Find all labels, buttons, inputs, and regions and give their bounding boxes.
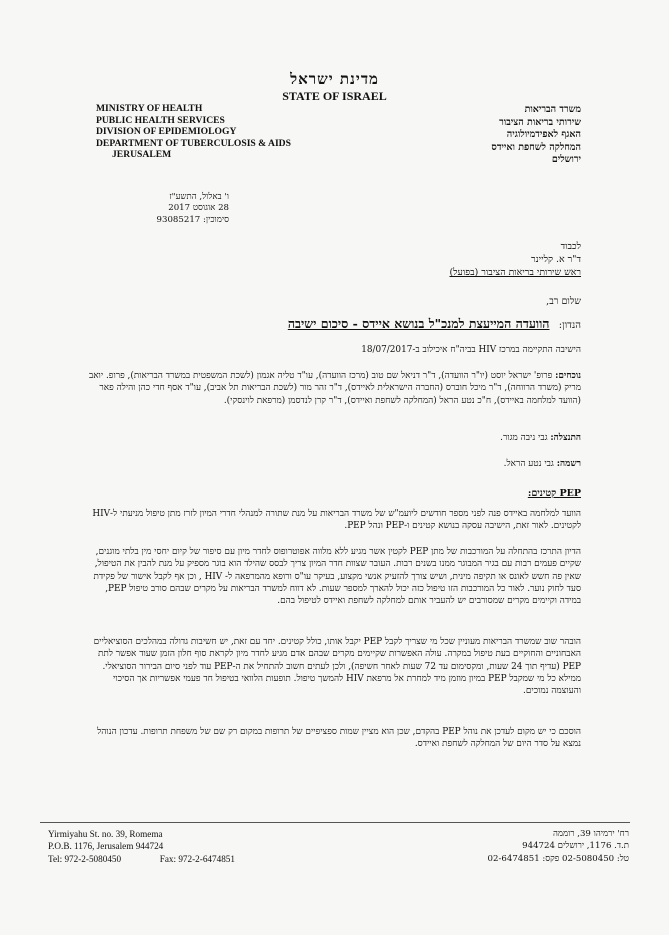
letterhead-heb-line: האגף לאפידמיולוגיה [506,129,581,141]
footer-english [48,828,235,865]
addressee-title: ראש שירותי בריאות הציבור (בפועל) [449,267,581,278]
body-paragraph-clarification: הובהר שוב שמשרד הבריאות מעוניין שכל מי שצריך לקבל PEP יקבל אותו, כולל קטינים. יחד עם זאת, יש חשיבות גדולה במהלכים הסוציאליים האבחוניים והחוקיים בעת טיפול במקרה. עולה האפשרות שקיימים מקרים שבהם אדם מגיע לחדר מיון לקראת סוף חלון הזמן שעוד אפשר לתת PEP (עדיף תוך 24 שעות, ומקסימום עד 72 שעות לאחר חשיפה), ולכן לעתים חשוב להתחיל את ה-PEP עוד לפני סיום הבירור הסוציאלי. ממילא כל מי שמקבל PEP במיון מוזמן מיד למחרת אל מרפאת HIV להמשך טיפול. תופעות הלוואי בטיפול חד פעמי אפשריות אך הסיכוי והעוצמה נמוכים. [93,637,581,697]
letterhead-en-line: DIVISION OF EPIDEMIOLOGY [96,126,237,138]
footer-heb-address: רח' ירמיהו 39, רוממה [552,829,629,839]
footer-en-fax: Fax: 972-2-6474851 [159,853,235,864]
letterhead-en-line: PUBLIC HEALTH SERVICES [96,114,225,126]
attendees-text: פרופ' ישראל יוסט (יו"ר הוועדה), ד"ר דניאל שם טוב (מרכז הוועדה), עו"ד טליה אגמון (לשכת המשפטית במשרד הבריאות), פרופ. יואב מריק (משרד הרווחה), ד"ר מיכל חוברס (החברה הישראלית לאיידס), ד"ר זהר מור (לשכת הבריאות תל אביב), עו"ד אסף חדי כהן והילה פאר (הוועד למלחמה באיידס), ח"כ נטע הראל (המחלקה לשחפת ואיידס), ד"ר קרן לנדסמן (מרפאת לוינסקי). [88,371,581,406]
footer-en-address: Yirmiyahu St. no. 39, Romema [48,829,163,839]
minutes-label: רשמה: [556,459,581,469]
letterhead-heb-line: משרד הבריאות [524,104,581,115]
addressee-salutation: לכבוד [560,241,581,252]
body-paragraph-agreement: הוסכם כי יש מקום לעדכן את נוהל PEP בהקדם, שכן הוא מציין שמות ספציפיים של תרופות במקום רק שם של משפחת תרופות. עדכון הנוהל נמצא על סדר היום של המחלקה לשחפת ואיידס. [97,727,581,750]
footer-en-tel: Tel: 972-2-5080450 [48,853,122,864]
letterhead-en-line: JERUSALEM [112,149,172,161]
addressee [449,240,581,279]
footer-heb-pob: ת.ד. 1176, ירושלים 944724 [522,841,629,852]
letterhead-heb-line: ירושלים [551,154,581,166]
attendees-label: נוכחים: [555,371,581,381]
letterhead-en-line: DEPARTMENT OF TUBERCULOSIS & AIDS [96,137,291,149]
letterhead-heb-line: המחלקה לשחפת ואיידס [491,141,581,153]
state-name-hebrew: מדינת ישראל [290,70,379,88]
subject-line [288,316,581,332]
date-block [157,192,229,226]
letterhead-heb-line: שירותי בריאות הציבור [499,116,581,128]
footer-en-pob: P.O.B. 1176, Jerusalem 944724 [48,841,164,852]
letterhead-english [96,103,291,161]
body-paragraph-background: הוועד למלחמה באיידס פנה לפני מספר חודשים ליועמ"ש של משרד הבריאות על מנת שתורה למנהלי חדרי המיון לזרז מתן טיפול מניעתי ל-HIV לקטינים. לאור זאת, הישיבה עסקה בנושא קטינים ו-PEP ונהל PEP. [92,509,581,532]
gregorian-date: 28 אוגוסט 2017 [168,203,229,214]
footer-hebrew [488,828,629,865]
absent-label: התנצלה: [550,433,581,443]
section-title: PEP קטינים: [527,488,581,499]
body-paragraph-discussion: הדיון התרכז בהתחלה על המורכבות של מתן PEP לקטין אשר מגיע ללא מלווה אפוטרופוס לחדר מיון עם סיפור של קיום יחסי מין בלתי מוגנים, שקיים פעמים רבות עם בגיר המבוגר ממנו בשנים רבות. העובר שצוות חדר המיון צריך לבסס שהילד הוא בוגר מספיק על מנת להבין את הטיפול, שאין פה חשש לאונס או תקיפה מינית, ושיש צורך להזעיק אנשי מקצוע, בעיקר עו"ס ורופא מהמרפאה ל- HIV , וכן אף לקבל אישור של פקידת סעד לחוק נוער. לאור כל המורכבות הזו טיפול כזה יכול להארך למספר שעות. לא דווח למשרד הבריאות על מקרים שבהם סורב טיפול PEP, במידה וקיימים מקרים שמסורבים יש להעביר אותם למחלקה לשחפת ואיידס לטיפול בהם. [93,547,581,607]
hebrew-date: ו' באלול, התשע"ז [169,192,229,202]
letterhead-hebrew [491,104,581,167]
meeting-info-paragraph: הישיבה התקיימה במרכז HIV בביה"ח איכילוב ב-18/07/2017 [361,345,581,355]
addressee-name: ד"ר א. קליינר [531,254,581,265]
reference-number: סימוכין: 93085217 [156,214,229,225]
letterhead-en-line: MINISTRY OF HEALTH [96,103,203,114]
minutes-text: גבי נטע הראל. [503,459,554,469]
footer-divider [40,822,630,823]
footer-heb-phones: טל: 02-5080450 פקס: 02-6474851 [487,853,629,864]
minutes-paragraph [87,458,581,470]
absent-text: גבי ניבה מגור. [500,433,548,443]
subject-label: הנדון: [558,320,581,331]
greeting: שלום רב, [546,296,581,307]
absent-paragraph [87,432,581,444]
footer-en-contacts [48,853,235,865]
subject-text: הוועדה המייעצת למנכ"ל בנושא איידס - סיכום ישיבה [287,316,550,331]
state-name-english: STATE OF ISRAEL [282,89,387,103]
attendees-paragraph [87,370,581,407]
